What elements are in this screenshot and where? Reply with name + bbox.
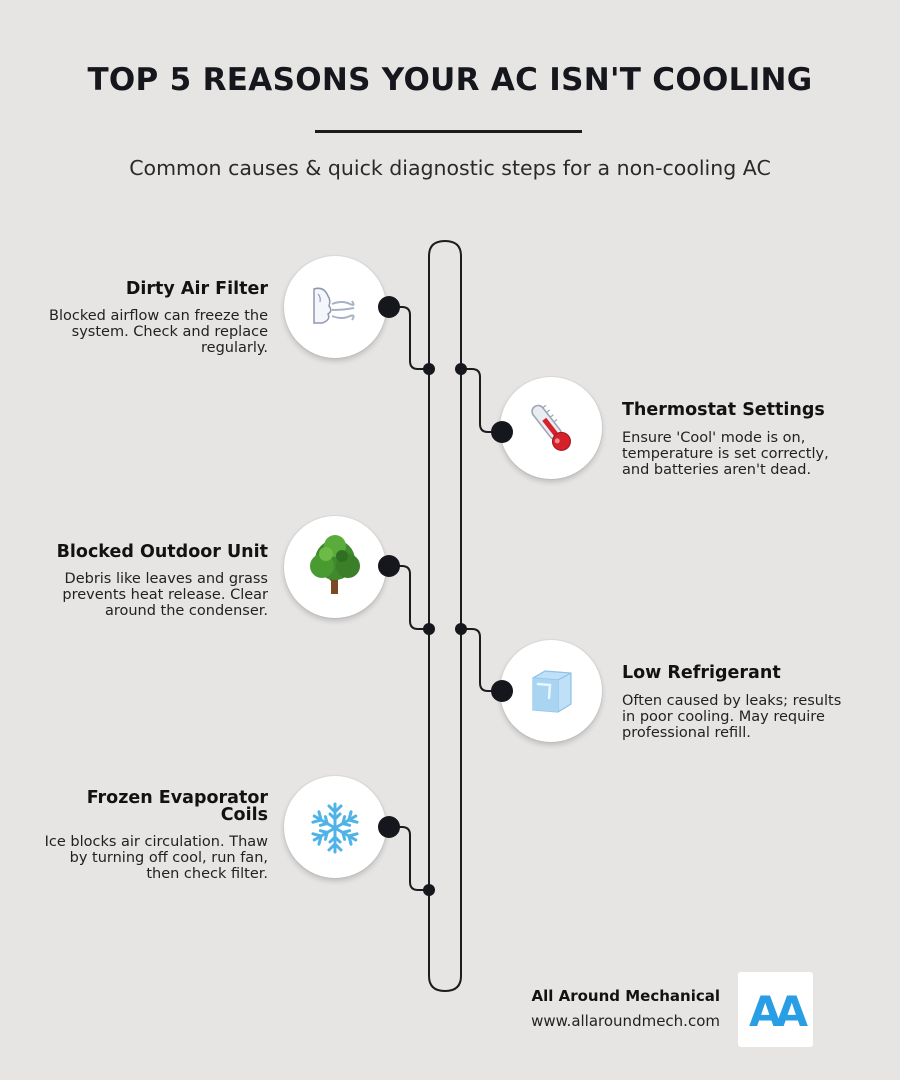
item-anchor-dot-4: [491, 680, 513, 702]
brand-name: All Around Mechanical: [531, 987, 720, 1005]
item-description-5: Ice blocks air circulation. Thaw by turning off cool, run fan, then check filter.: [44, 834, 268, 882]
snowflake-icon: [284, 776, 386, 878]
item-anchor-dot-5: [378, 816, 400, 838]
item-circle-4: [500, 640, 602, 742]
junction-dot-2: [455, 363, 467, 375]
timeline-loop: [429, 241, 461, 991]
logo-text: AA: [748, 987, 803, 1036]
junction-dot-3: [423, 623, 435, 635]
item-circle-2: [500, 377, 602, 479]
item-description-2: Ensure 'Cool' mode is on, temperature is set correctly, and batteries aren't dead.: [622, 430, 829, 478]
page-subtitle: Common causes & quick diagnostic steps for a non-cooling AC: [129, 156, 771, 180]
junction-dot-1: [423, 363, 435, 375]
junction-dot-4: [455, 623, 467, 635]
connector-3: [389, 566, 429, 629]
item-description-3: Debris like leaves and grass prevents heat release. Clear around the condenser.: [62, 571, 268, 619]
page-title: TOP 5 REASONS YOUR AC ISN'T COOLING: [87, 62, 813, 98]
junction-dot-5: [423, 884, 435, 896]
connector-5: [389, 827, 429, 890]
item-circle-5: [284, 776, 386, 878]
thermometer-icon: [500, 377, 602, 479]
item-title-5: Frozen Evaporator Coils: [86, 788, 268, 825]
item-title-1: Dirty Air Filter: [125, 279, 268, 299]
brand-website-link[interactable]: www.allaroundmech.com: [531, 1012, 720, 1030]
item-description-4: Often caused by leaks; results in poor cooling. May require professional refill.: [622, 693, 842, 741]
brand-logo: [738, 972, 813, 1047]
item-description-1: Blocked airflow can freeze the system. Check and replace regularly.: [49, 308, 268, 356]
tree-icon: [284, 516, 386, 618]
item-title-3: Blocked Outdoor Unit: [56, 542, 268, 562]
item-anchor-dot-1: [378, 296, 400, 318]
ice-cube-icon: [500, 640, 602, 742]
blowing-air-icon: [284, 256, 386, 358]
connector-1: [389, 307, 429, 369]
item-circle-1: [284, 256, 386, 358]
item-title-4: Low Refrigerant: [622, 663, 781, 683]
item-anchor-dot-3: [378, 555, 400, 577]
item-title-2: Thermostat Settings: [622, 400, 825, 420]
item-circle-3: [284, 516, 386, 618]
item-anchor-dot-2: [491, 421, 513, 443]
